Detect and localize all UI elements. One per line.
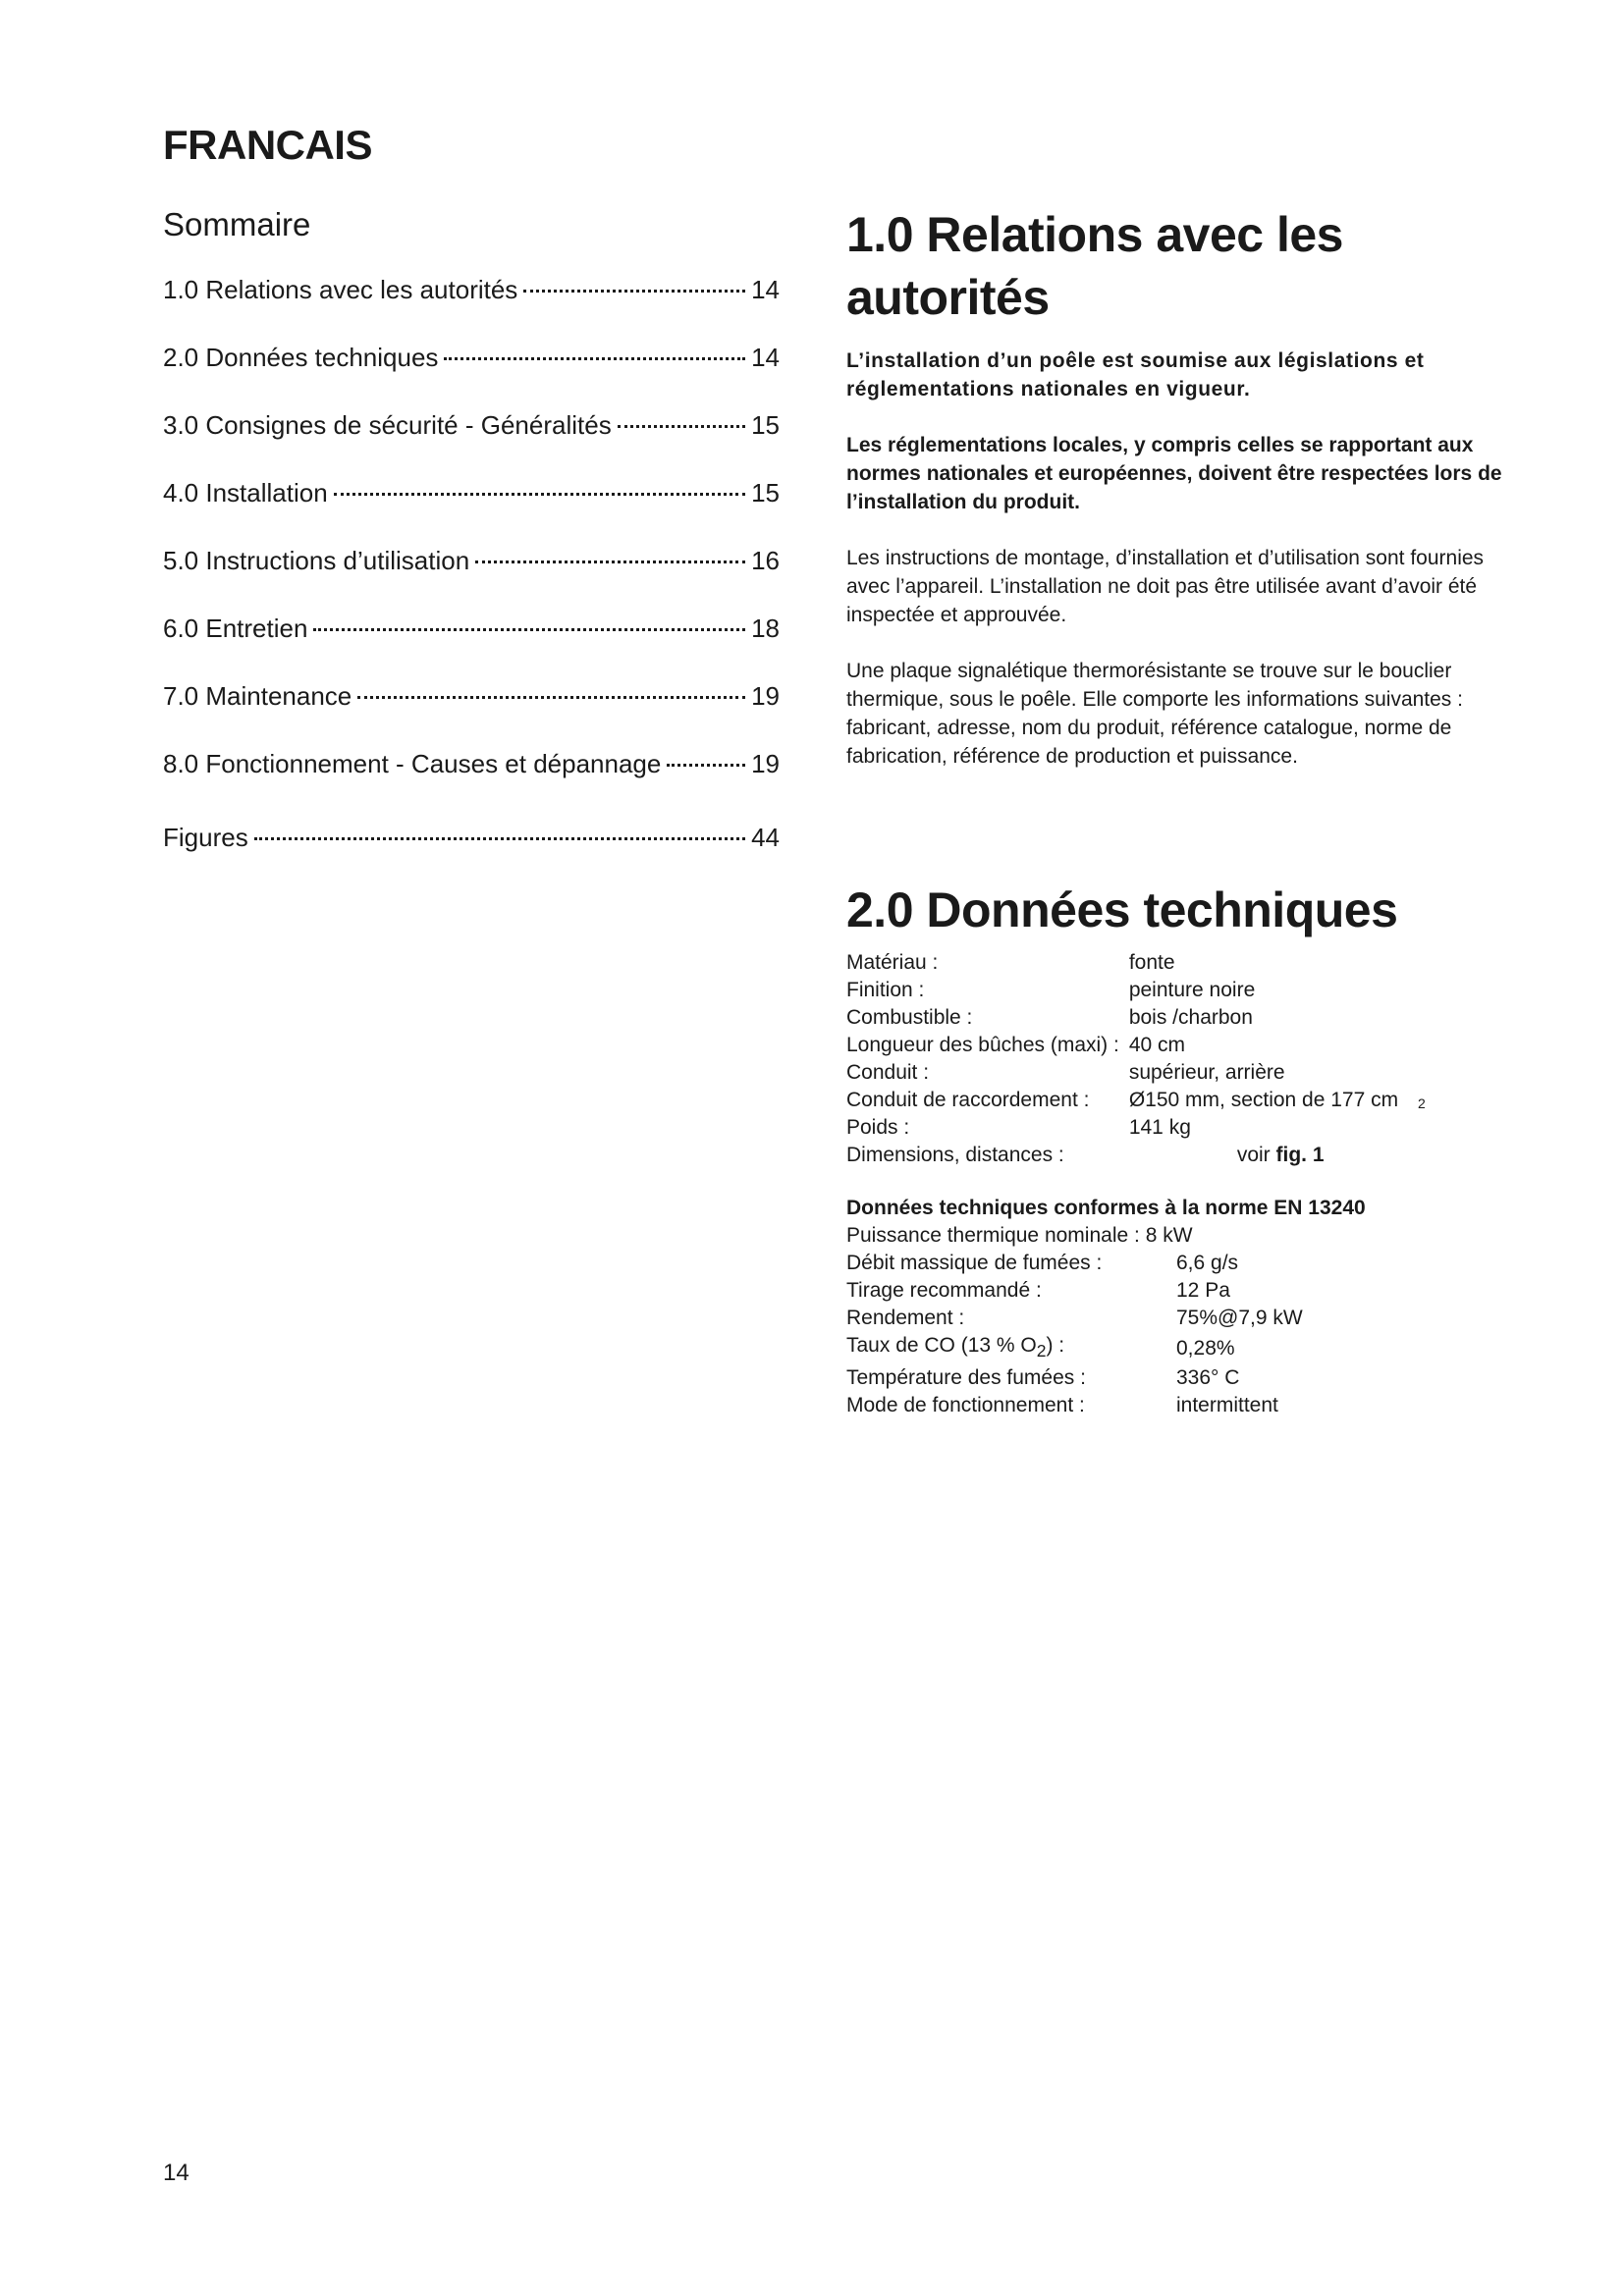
- toc-entry-page: 14: [751, 343, 780, 372]
- spec-row: [846, 949, 1398, 977]
- dimensions-prefix: voir: [1236, 1144, 1271, 1166]
- nominal-power-line: [846, 1222, 1524, 1250]
- perf-value: 0,28%: [1176, 1336, 1235, 1360]
- perf-value: 75%@7,9 kW: [1176, 1307, 1303, 1329]
- spec-table: [846, 949, 1398, 1169]
- toc-entry-label: 8.0 Fonctionnement - Causes et dépannage: [163, 749, 662, 778]
- toc-entry-5[interactable]: [163, 546, 780, 614]
- toc-entry-6[interactable]: [163, 614, 780, 681]
- spec-row: [846, 1087, 1398, 1114]
- spec-row: [846, 1032, 1398, 1059]
- perf-value: 336° C: [1176, 1366, 1240, 1390]
- section-1-para-1: L’installation d’un poêle est soumise aux législations et réglementations nationales en vigueur.: [846, 349, 1425, 400]
- toc-entry-label: 6.0 Entretien: [163, 614, 308, 643]
- toc-entry-page: 18: [751, 614, 780, 643]
- toc-entry-4[interactable]: [163, 478, 780, 546]
- spec-row: [846, 1004, 1398, 1032]
- spec-label: Conduit de raccordement :: [846, 1089, 1090, 1111]
- section-1-para-2: Les réglementations locales, y compris celles se rapportant aux normes nationales et européennes, doivent être respectées lors de l’installation du produit.: [846, 434, 1502, 513]
- toc-leader-dots: [313, 628, 745, 631]
- performance-table: [846, 1250, 1303, 1419]
- nominal-power-value: 8 kW: [1145, 1224, 1193, 1247]
- section-1-relations: [846, 203, 1524, 798]
- spec-row-dimensions: [846, 1142, 1398, 1169]
- perf-value: intermittent: [1176, 1394, 1278, 1417]
- toc-entry-page: 16: [751, 546, 780, 575]
- section-1-heading-line-2: autorités: [846, 270, 1050, 325]
- spec-value: [1119, 1142, 1398, 1169]
- spec-label: Conduit :: [846, 1061, 930, 1084]
- co-label-prefix: Taux de CO (13 % O: [846, 1334, 1037, 1357]
- section-2-heading: 2.0 Données techniques: [846, 882, 1398, 937]
- perf-label: Tirage recommandé :: [846, 1279, 1042, 1302]
- toc-title: Sommaire: [163, 206, 311, 242]
- toc-list: [163, 275, 780, 890]
- toc-entry-label: 1.0 Relations avec les autorités: [163, 275, 518, 304]
- toc-leader-dots: [357, 696, 745, 699]
- spec-value: 141 kg: [1128, 1116, 1191, 1139]
- section-1-para-3: Les instructions de montage, d’installation et d’utilisation sont fournies avec l’appareil. L’installation ne doit pas être utilisée avant d’avoir été inspectée et approuvée.: [846, 547, 1485, 626]
- perf-row-co: [846, 1332, 1303, 1364]
- language-heading: FRANCAIS: [163, 122, 372, 168]
- table-of-contents: [163, 206, 780, 890]
- toc-entry-label: Figures: [163, 823, 248, 852]
- spec-value: 40 cm: [1128, 1034, 1186, 1056]
- toc-entry-8[interactable]: [163, 749, 780, 817]
- perf-row: [846, 1250, 1303, 1277]
- toc-leader-dots: [667, 764, 745, 767]
- co-label-subscript: 2: [1036, 1341, 1047, 1362]
- toc-leader-dots: [475, 561, 745, 563]
- section-2-technical-data: [846, 879, 1524, 1419]
- toc-entry-label: 2.0 Données techniques: [163, 343, 439, 372]
- toc-leader-dots: [618, 425, 745, 428]
- spec-label: Matériau :: [846, 951, 939, 974]
- nominal-power-label: Puissance thermique nominale :: [846, 1224, 1140, 1247]
- perf-label: Mode de fonctionnement :: [846, 1394, 1085, 1417]
- spec-label: Combustible :: [846, 1006, 973, 1029]
- toc-leader-dots: [254, 837, 745, 840]
- spec-label: Poids :: [846, 1116, 910, 1139]
- toc-leader-dots: [334, 493, 745, 496]
- co-label-suffix: ) :: [1046, 1334, 1065, 1357]
- section-1-heading: [846, 203, 1524, 329]
- spec-value: fonte: [1128, 951, 1175, 974]
- toc-entry-1[interactable]: [163, 275, 780, 343]
- toc-leader-dots: [523, 290, 745, 293]
- toc-entry-page: 19: [751, 681, 780, 711]
- figure-reference: fig. 1: [1275, 1144, 1325, 1166]
- conformity-title: Données techniques conformes à la norme EN 13240: [846, 1197, 1366, 1219]
- spec-value: peinture noire: [1128, 979, 1256, 1001]
- perf-row: [846, 1392, 1303, 1419]
- spec-row: [846, 1059, 1398, 1087]
- spec-label: Dimensions, distances :: [846, 1144, 1064, 1166]
- spec-row: [846, 1114, 1398, 1142]
- toc-entry-page: 14: [751, 275, 780, 304]
- toc-entry-page: 15: [751, 478, 780, 507]
- perf-label: Rendement :: [846, 1307, 965, 1329]
- perf-label: Température des fumées :: [846, 1366, 1086, 1390]
- section-1-heading-line-1: 1.0 Relations avec les: [846, 207, 1343, 262]
- toc-entry-label: 3.0 Consignes de sécurité - Généralités: [163, 410, 612, 440]
- toc-entry-page: 44: [751, 823, 780, 852]
- toc-entry-2[interactable]: [163, 343, 780, 410]
- perf-value: 6,6 g/s: [1176, 1252, 1239, 1274]
- toc-entry-page: 15: [751, 410, 780, 440]
- perf-label: Débit massique de fumées :: [846, 1252, 1103, 1274]
- perf-label: [846, 1332, 1176, 1364]
- perf-row: [846, 1305, 1303, 1332]
- toc-entry-label: 7.0 Maintenance: [163, 681, 352, 711]
- spec-value: Ø150 mm, section de 177 cm: [1128, 1089, 1399, 1111]
- page-number: 14: [163, 2160, 189, 2186]
- toc-entry-7[interactable]: [163, 681, 780, 749]
- spec-value: bois /charbon: [1128, 1006, 1253, 1029]
- toc-entry-label: 4.0 Installation: [163, 478, 328, 507]
- section-1-para-4: Une plaque signalétique thermorésistante se trouve sur le bouclier thermique, sous le poêle. Elle comporte les informations suivantes : fabricant, adresse, nom du produit, référence catalogue, norme de fabrication, référence de production et puissance.: [846, 660, 1463, 768]
- perf-row: [846, 1364, 1303, 1392]
- spec-label: Longueur des bûches (maxi) :: [846, 1034, 1119, 1056]
- spec-value: supérieur, arrière: [1128, 1061, 1285, 1084]
- perf-row: [846, 1277, 1303, 1305]
- spec-row: [846, 977, 1398, 1004]
- toc-entry-label: 5.0 Instructions d’utilisation: [163, 546, 470, 575]
- perf-value: 12 Pa: [1176, 1279, 1230, 1302]
- toc-entry-3[interactable]: [163, 410, 780, 478]
- toc-entry-figures[interactable]: [163, 823, 780, 890]
- toc-entry-page: 19: [751, 749, 780, 778]
- spec-label: Finition :: [846, 979, 925, 1001]
- toc-leader-dots: [444, 357, 745, 360]
- section-unit-superscript: 2: [1418, 1095, 1426, 1111]
